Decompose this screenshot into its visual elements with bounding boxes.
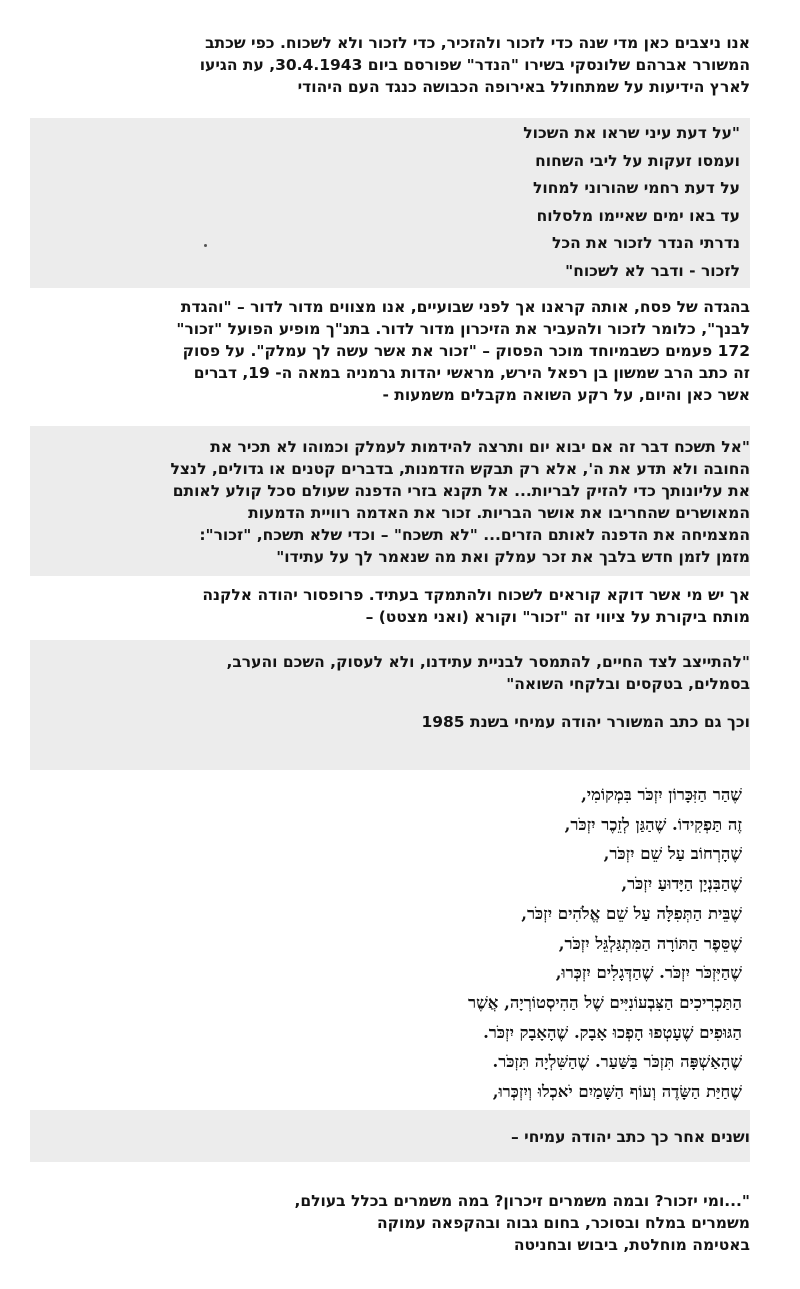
years-later-text: [30, 1110, 750, 1148]
text-line: אשר כאן והיום, על רקע השואה מקבלים משמעות -: [382, 386, 750, 404]
text-line: המשורר אברהם שלונסקי בשירו "הנדר" שפורסם ביום 30.4.1943, עת הגיעו: [199, 56, 750, 74]
poem-line: שֶׁחַיַּת הַשָּׂדֶה וְעוֹף הַשָּׁמַיִם יֹאכְלוּ וְיִזְכְּרוּ,: [492, 1082, 742, 1102]
quote-elkana-band: [30, 640, 750, 770]
text-line: מזמן לזמן חדש בלבך את זכר עמלק ואת מה שנאמר לך על עתידו": [276, 548, 750, 566]
paragraph-haggadah: [40, 296, 750, 406]
text-line: באטימה מוחלטת, ביבוש ובחניטה: [513, 1236, 750, 1254]
paragraph-elkana: [40, 584, 750, 628]
text-line: המצמיחה את הדפנה לאותם הזרים... "לא תשכח" – וכדי שלא תשכח, "זכור":: [199, 526, 750, 544]
poem-line: זֶה תַּפְקִידוֹ. שֶׁהַגַּן לְזֵכֶר יִזְכֹּר,: [564, 814, 742, 834]
text-line: "להתייצב לצד החיים, להתמסר לבניית עתידנו, ולא לעסוק, השכם והערב,: [226, 653, 750, 671]
poem-line: לזכור - ודבר לא לשכוח": [565, 261, 740, 280]
paragraph-text: [40, 584, 750, 628]
text-line: בסמלים, בטקסים ובלקחי השואה": [506, 675, 750, 693]
text-line: החובה ולא תדע את ה', אלא רק תבקש הזדמנות, בדברים קטנים או גדולים, לנצל: [170, 460, 750, 478]
poem-line: עד באו ימים שאיימו מלסלוח: [536, 206, 740, 225]
final-quote: [40, 1190, 750, 1256]
text-line: בהגדה של פסח, אותה קראנו אך לפני שבועיים, אנו מצווים מדור לדור – "והגדת: [180, 298, 750, 316]
text-line: המאושרים שהחריבו את אושר הבריות. זכור את האדמה רוויית הדמעות: [248, 504, 750, 522]
text-line: אנו ניצבים כאן מדי שנה כדי לזכור ולהזכיר, כדי לזכור ולא לשכוח. כפי שכתב: [205, 34, 750, 52]
quote-text: [40, 1190, 750, 1256]
scan-speck: [204, 244, 207, 247]
quote-hirsch-band: [30, 426, 750, 576]
poem-line: שֶׁהַיִּזְכֹּר יִזְכֹּר. שֶׁהַדְּגָלִים יִזְכְּרוּ,: [555, 963, 742, 983]
poem-line: שֶׁהָאַשְׁפָּה תִּזְכֹּר בַּשַּׁעַר. שֶׁהַשִּׁלְיָה תִּזְכֹּר.: [492, 1052, 742, 1072]
poem-line: ועמסו זעקות על ליבי השחוח: [535, 151, 740, 170]
poem-line: שֶׁהַר הַזִּכָּרוֹן יִזְכֹּר בִּמְקוֹמִי,: [581, 785, 742, 804]
poem-line: שֶׁבֵּית הַתְּפִלָּה עַל שֵׁם אֱלֹהִים יִזְכֹּר,: [521, 903, 742, 923]
text-line: משמרים במלח ובסוכר, בחום גבוה ובהקפאה עמוקה: [376, 1214, 750, 1232]
paragraph-text: [40, 296, 750, 406]
text-line: זה כתב הרב שמשון בן רפאל הירש, מראשי יהדות גרמניה במאה ה- 19, דברים: [193, 364, 750, 382]
document-page: [40, 0, 750, 1289]
text-line: "...ומי יזכור? ובמה משמרים זיכרון? במה משמרים בכלל בעולם,: [294, 1192, 750, 1210]
text-line: ושנים אחר כך כתב יהודה עמיחי –: [510, 1128, 750, 1146]
poem-line: הַגּוּפִים שֶׁעָטְפוּ הָפְכוּ אָבָק. שֶׁהָאָבָק יִזְכֹּר.: [483, 1022, 742, 1042]
poem-line: שֶׁהַבִּנְיָן הַיָּדוּעַ יִזְכֹּר,: [621, 874, 742, 894]
text-line: את עליונותך כדי להזיק לבריות... אל תקנא בזרי הדפנה שעולם סכל קולע לאותם: [172, 482, 750, 500]
poem-line: על דעת רחמי שהורוני למחול: [533, 179, 740, 197]
poem-amichai: [40, 780, 750, 1136]
paragraph-shlonsky-intro: [40, 32, 750, 98]
poem-shlonsky-band: [30, 118, 750, 288]
text-line: אך יש מי אשר דוקא קוראים לשכוח ולהתמקד בעתיד. פרופסור יהודה אלקנה: [202, 586, 750, 604]
poem-line: שֶׁהָרְחוֹב עַל שֵׁם יִזְכֹּר,: [603, 844, 742, 864]
poem-line: הַתַּכְרִיכִים הַצִּבְעוֹנִיִּים שֶׁל הַהִיסְטוֹרְיָה, אֲשֶׁר: [467, 992, 742, 1012]
amichai-intro: [30, 711, 750, 733]
poem-line: "על דעת עיני שראו את השכול: [523, 124, 740, 142]
quote-text: [30, 640, 750, 695]
text-line: לבנך", כלומר לזכור ולהעביר את הזיכרון מדור לדור. בתנ"ך מופיע הפועל "זכור": [176, 320, 750, 338]
text-line: "אל תשכח דבר זה אם יבוא יום ותרצה להידמות לעמלק וכמוהו לא תכיר את: [210, 438, 750, 456]
years-later-band: [30, 1110, 750, 1162]
poem-line: נדרתי הנדר לזכור את הכל: [551, 234, 740, 252]
text-line: וכך גם כתב המשורר יהודה עמיחי בשנת 1985: [421, 713, 750, 731]
text-line: לארץ הידיעות על שמתחולל באירופה הכבושה כנגד העם היהודי: [297, 78, 750, 96]
text-line: 172 פעמים כשבמיוחד מוכר הפסוק – "זכור את אשר עשה לך עמלק". על פסוק: [182, 342, 750, 360]
text-line: מותח ביקורת על ציווי זה "זכור" וקורא (ואני מצטט) –: [365, 608, 750, 626]
quote-text: [30, 426, 750, 568]
paragraph-text: [40, 32, 750, 98]
poem-line: שֶׁסֵּפֶר הַתּוֹרָה הַמִּתְגַּלְגֵּל יִזְכֹּר,: [558, 933, 742, 953]
